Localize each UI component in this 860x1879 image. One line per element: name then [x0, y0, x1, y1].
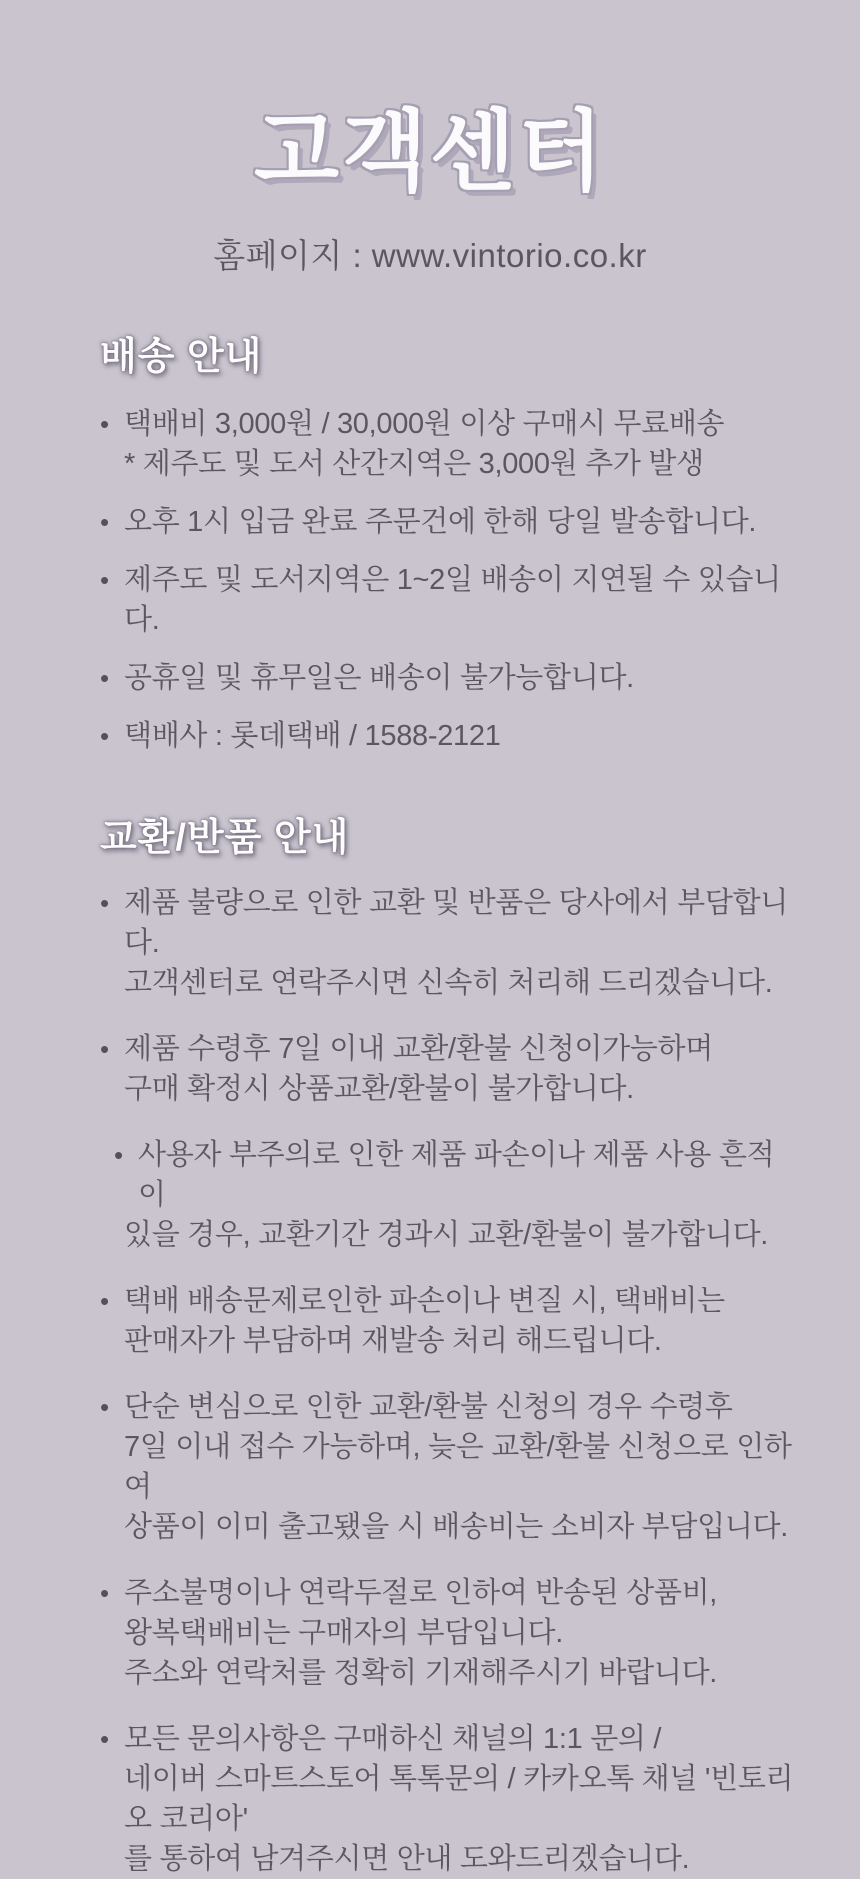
item-line: 택배비 3,000원 / 30,000원 이상 구매시 무료배송 — [124, 408, 725, 440]
item-lines — [124, 883, 800, 1003]
item-line: 를 통하여 남겨주시면 안내 도와드리겠습니다. — [124, 1843, 690, 1875]
item-lines — [124, 1387, 800, 1547]
list-item-shipping-fee — [100, 404, 800, 484]
item-line: 공휴일 및 휴무일은 배송이 불가능합니다. — [124, 662, 634, 694]
bullet-icon: • — [114, 1140, 123, 1170]
list-item-shipping-damage — [100, 1281, 800, 1361]
list-item-7days — [100, 1029, 800, 1109]
shipping-heading: 배송 안내 — [100, 336, 263, 378]
bullet-icon: • — [100, 1578, 109, 1608]
item-lines — [124, 404, 800, 484]
bullet-icon: • — [100, 888, 109, 918]
section-shipping — [100, 325, 800, 756]
item-line: 왕복택배비는 구매자의 부담입니다. — [124, 1617, 563, 1649]
section-exchange-return — [100, 806, 800, 1879]
item-line: 사용자 부주의로 인한 제품 파손이나 제품 사용 흔적이 — [138, 1139, 775, 1211]
list-item-sameday-dispatch — [100, 502, 800, 542]
item-lines — [124, 560, 800, 640]
item-line: 제품 불량으로 인한 교환 및 반품은 당사에서 부담합니다. — [124, 887, 789, 959]
list-item-holiday — [100, 658, 800, 698]
item-line: * 제주도 및 도서 산간지역은 3,000원 추가 발생 — [124, 448, 704, 480]
list-item-courier — [100, 716, 800, 756]
item-lines — [124, 1029, 800, 1109]
item-line: 모든 문의사항은 구매하신 채널의 1:1 문의 / — [124, 1723, 662, 1755]
notice-content — [0, 325, 860, 1879]
exchange-heading: 교환/반품 안내 — [100, 817, 350, 859]
item-lines — [124, 1573, 800, 1693]
list-item-change-of-mind — [100, 1387, 800, 1547]
item-line: 제주도 및 도서지역은 1~2일 배송이 지연될 수 있습니다. — [124, 564, 781, 636]
bullet-icon: • — [100, 1392, 109, 1422]
item-lines — [124, 502, 800, 542]
item-line: 7일 이내 접수 가능하며, 늦은 교환/환불 신청으로 인하여 — [124, 1431, 792, 1503]
bullet-icon: • — [100, 1724, 109, 1754]
item-line: 상품이 이미 출고됐을 시 배송비는 소비자 부담입니다. — [124, 1511, 789, 1543]
bullet-icon: • — [100, 507, 109, 537]
item-lines — [124, 1135, 800, 1255]
list-item-inquiry-channels — [100, 1719, 800, 1879]
item-line: 고객센터로 연락주시면 신속히 처리해 드리겠습니다. — [124, 967, 773, 999]
item-line: 오후 1시 입금 완료 주문건에 한해 당일 발송합니다. — [124, 506, 757, 538]
item-line: 주소와 연락처를 정확히 기재해주시기 바랍니다. — [124, 1657, 718, 1689]
item-lines — [124, 1719, 800, 1879]
item-line: 판매자가 부담하며 재발송 처리 해드립니다. — [124, 1325, 662, 1357]
item-line: 단순 변심으로 인한 교환/환불 신청의 경우 수령후 — [124, 1391, 733, 1423]
bullet-icon: • — [100, 663, 109, 693]
item-line: 주소불명이나 연락두절로 인하여 반송된 상품비, — [124, 1577, 718, 1609]
item-line: 네이버 스마트스토어 톡톡문의 / 카카오톡 채널 '빈토리오 코리아' — [124, 1763, 794, 1835]
list-item-user-damage — [100, 1135, 800, 1255]
list-item-jeju-delay — [100, 560, 800, 640]
item-lines — [124, 658, 800, 698]
item-line: 택배사 : 롯데택배 / 1588-2121 — [124, 720, 501, 752]
item-line: 구매 확정시 상품교환/환불이 불가합니다. — [124, 1073, 634, 1105]
bullet-icon: • — [100, 1034, 109, 1064]
item-line: 제품 수령후 7일 이내 교환/환불 신청이가능하며 — [124, 1033, 713, 1065]
page-title: 고객센터 — [253, 102, 607, 201]
bullet-icon: • — [100, 565, 109, 595]
item-lines — [124, 716, 800, 756]
bullet-icon: • — [100, 1286, 109, 1316]
item-line: 택배 배송문제로인한 파손이나 변질 시, 택배비는 — [124, 1285, 725, 1317]
bullet-icon: • — [100, 721, 109, 751]
item-line: 있을 경우, 교환기간 경과시 교환/환불이 불가합니다. — [124, 1219, 769, 1251]
list-item-defect — [100, 883, 800, 1003]
item-lines — [124, 1281, 800, 1361]
bullet-icon: • — [100, 409, 109, 439]
list-item-return-cost — [100, 1573, 800, 1693]
homepage-line: 홈페이지 : www.vintorio.co.kr — [213, 237, 647, 274]
